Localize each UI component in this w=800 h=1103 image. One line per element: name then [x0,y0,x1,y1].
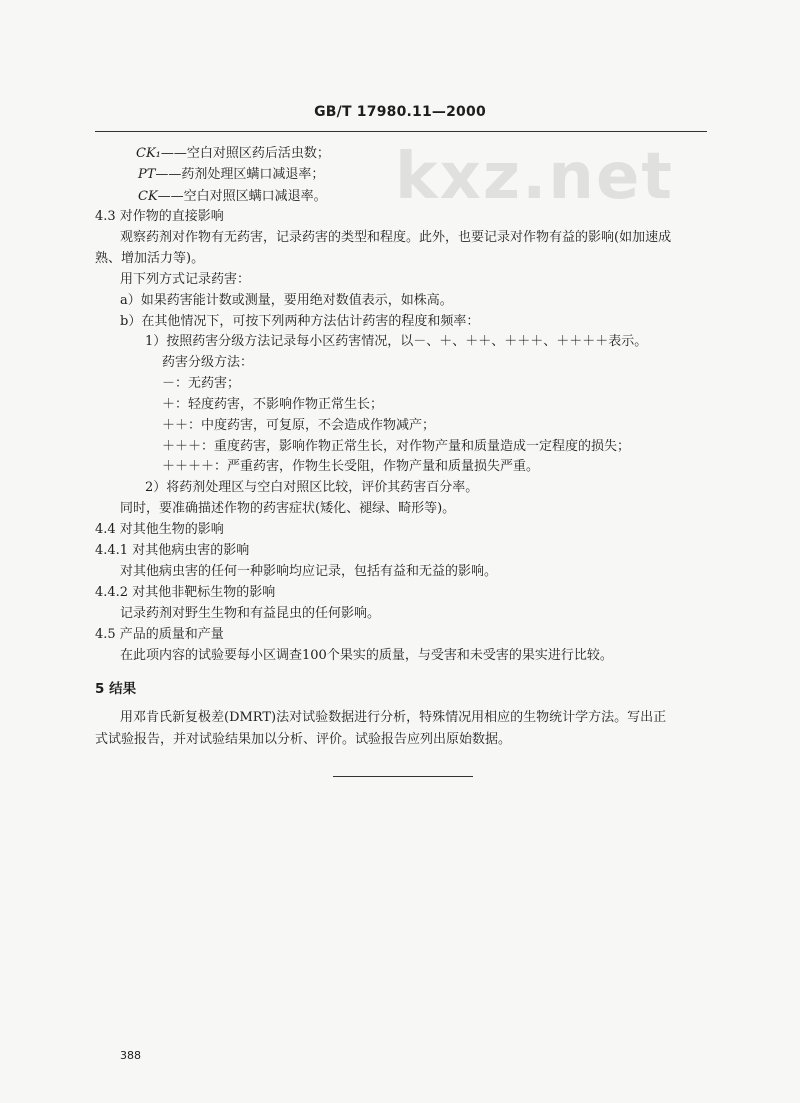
section-5-heading: 5 结果 [95,681,137,697]
legend-desc: ——药剂处理区螨口减退率； [155,167,325,182]
legend-symbol: CK [138,189,158,204]
paragraph-line: 记录药剂对野生生物和有益昆虫的任何影响。 [120,606,381,621]
paragraph-line: 式试验报告，并对试验结果加以分析、评价。试验报告应列出原始数据。 [95,732,512,747]
paragraph-line: 观察药剂对作物有无药害，记录药害的类型和程度。此外，也要记录对作物有益的影响(如加速成 [120,230,672,245]
legend-row [138,166,324,184]
watermark: kxz.net [395,140,674,214]
list-item-b1: 1）按照药害分级方法记录每小区药害情况，以－、＋、＋＋、＋＋＋、＋＋＋＋表示。 [145,334,648,349]
grade-item: ＋＋＋：重度药害，影响作物正常生长，对作物产量和质量造成一定程度的损失； [162,439,631,454]
paragraph-line: 熟、增加活力等)。 [95,251,205,266]
paragraph-line: 用邓肯氏新复极差(DMRT)法对试验数据进行分析，特殊情况用相应的生物统计学方法。写出正 [120,710,667,725]
paragraph-line: 用下列方式记录药害： [120,272,251,287]
grade-item: ＋：轻度药害，不影响作物正常生长； [162,397,384,412]
end-rule [333,776,473,777]
paragraph-line: 对其他病虫害的任何一种影响均应记录，包括有益和无益的影响。 [120,564,498,579]
section-4-4-2-heading: 4.4.2 对其他非靶标生物的影响 [95,585,276,600]
legend-desc: ——空白对照区螨口减退率。 [157,189,327,204]
legend-desc: ——空白对照区药后活虫数； [160,146,330,161]
section-4-5-heading: 4.5 产品的质量和产量 [95,627,224,642]
legend-symbol: PT [138,167,156,182]
grade-item: ＋＋＋＋：严重药害，作物生长受阻，作物产量和质量损失严重。 [162,459,540,474]
paragraph-line: 在此项内容的试验要每小区调查100个果实的质量，与受害和未受害的果实进行比较。 [120,648,613,663]
page-number: 388 [120,1049,141,1062]
list-item-a: a）如果药害能计数或测量，要用绝对数值表示，如株高。 [120,293,453,308]
section-4-4-1-heading: 4.4.1 对其他病虫害的影响 [95,543,250,558]
legend-row [136,145,330,163]
header-rule [95,131,707,132]
standard-number-header: GB/T 17980.11—2000 [314,104,486,120]
legend-row [138,188,327,206]
grade-title: 药害分级方法： [162,355,254,370]
section-4-4-heading: 4.4 对其他生物的影响 [95,522,224,537]
list-item-b2: 2）将药剂处理区与空白对照区比较，评价其药害百分率。 [145,480,479,495]
grade-item: －：无药害； [162,376,241,391]
grade-item: ＋＋：中度药害，可复原，不会造成作物减产； [162,418,436,433]
legend-symbol: CK₁ [136,146,161,161]
section-4-3-heading: 4.3 对作物的直接影响 [95,209,224,224]
paragraph-line: 同时，要准确描述作物的药害症状(矮化、褪绿、畸形等)。 [120,501,456,516]
list-item-b: b）在其他情况下，可按下列两种方法估计药害的程度和频率： [120,314,480,329]
